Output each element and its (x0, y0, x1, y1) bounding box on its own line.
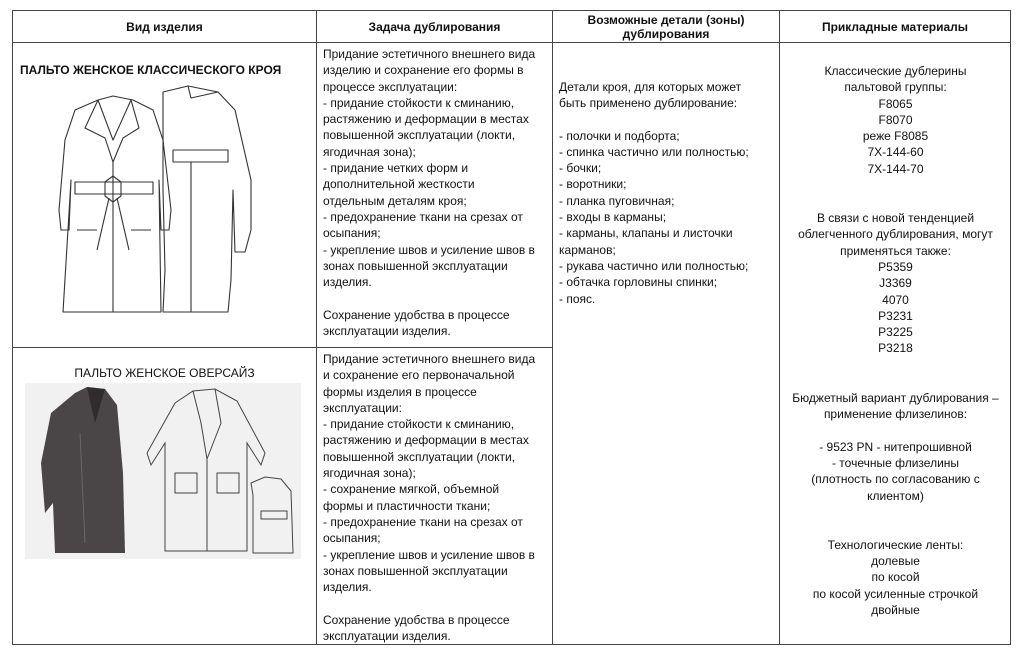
item-cell-oversize (13, 348, 317, 645)
task-text-classic: Придание эстетичного внешнего вида изделию и сохранение его формы в процессе эксплуатации: - придание стойкости к сминанию, растяжению и деформации в местах повышенной эксплуатации (локти, ягодичная зона); - придание четких форм и дополнительной жесткости отдельным деталям кроя; - предохранение ткани на срезах от осыпания; - укрепление швов и усиление швов в зонах повышенной эксплуатации изделия. Сохранение удобства в процессе эксплуатации изделия. (323, 47, 536, 339)
header-item-type: Вид изделия (13, 11, 317, 43)
materials-classic: Классические дублерины пальтовой группы: F8065 F8070 реже F8085 7Х-144-60 7Х-144-70 (824, 64, 967, 176)
materials-budget: Бюджетный вариант дублирования – применение флизелинов: - 9523 PN - нитепрошивной - точечные флизелины (плотность по согласованию с клиентом) (792, 390, 999, 503)
classic-coat-sketch (13, 80, 316, 320)
oversize-coat-image (13, 383, 316, 563)
details-list: - полочки и подборта; - спинка частично или полностью; - бочки; - воротники; - планка пуговичная; - входы в карманы; - карманы, клапаны и листочки карманов; - рукава частично или полностью; - обтачка горловины спинки; - пояс. (559, 128, 749, 306)
details-intro: Детали кроя, для которых может быть применено дублирование: (559, 80, 742, 111)
table-header-row (13, 11, 1011, 43)
materials-new-trend: В связи с новой тенденцией облегченного дублирования, могут применяться также: Р5359 J3369 4070 Р3231 Р3225 Р3218 (798, 211, 993, 356)
task-cell-classic (317, 43, 553, 348)
header-materials: Прикладные материалы (780, 11, 1011, 43)
duplication-table (12, 10, 1011, 645)
header-task: Задача дублирования (317, 11, 553, 43)
item-cell-classic (13, 43, 317, 348)
item-title-oversize: ПАЛЬТО ЖЕНСКОЕ ОВЕРСАЙЗ (74, 366, 255, 380)
task-cell-oversize (317, 348, 553, 645)
table-row (13, 43, 1011, 348)
details-cell (553, 43, 780, 645)
header-details-text: Возможные детали (зоны) дублирования (587, 12, 745, 41)
materials-tapes: Технологические ленты: долевые по косой по косой усиленные строчкой двойные (812, 537, 979, 618)
materials-cell (780, 43, 1011, 645)
task-text-oversize: Придание эстетичного внешнего вида и сохранение его первоначальной формы изделия в процессе эксплуатации: - придание стойкости к сминанию, растяжению и деформации в местах повышенной эксплуатации (локти, ягодичная зона); - сохранение мягкой, объемной формы и пластичности ткани; - предохранение ткани на срезах от осыпания; - укрепление швов и усиление швов в зонах повышенной эксплуатации изделия. Сохранение удобства в процессе эксплуатации изделия. (323, 352, 536, 644)
item-title-classic: ПАЛЬТО ЖЕНСКОЕ КЛАССИЧЕСКОГО КРОЯ (20, 63, 282, 77)
header-details (553, 11, 780, 43)
